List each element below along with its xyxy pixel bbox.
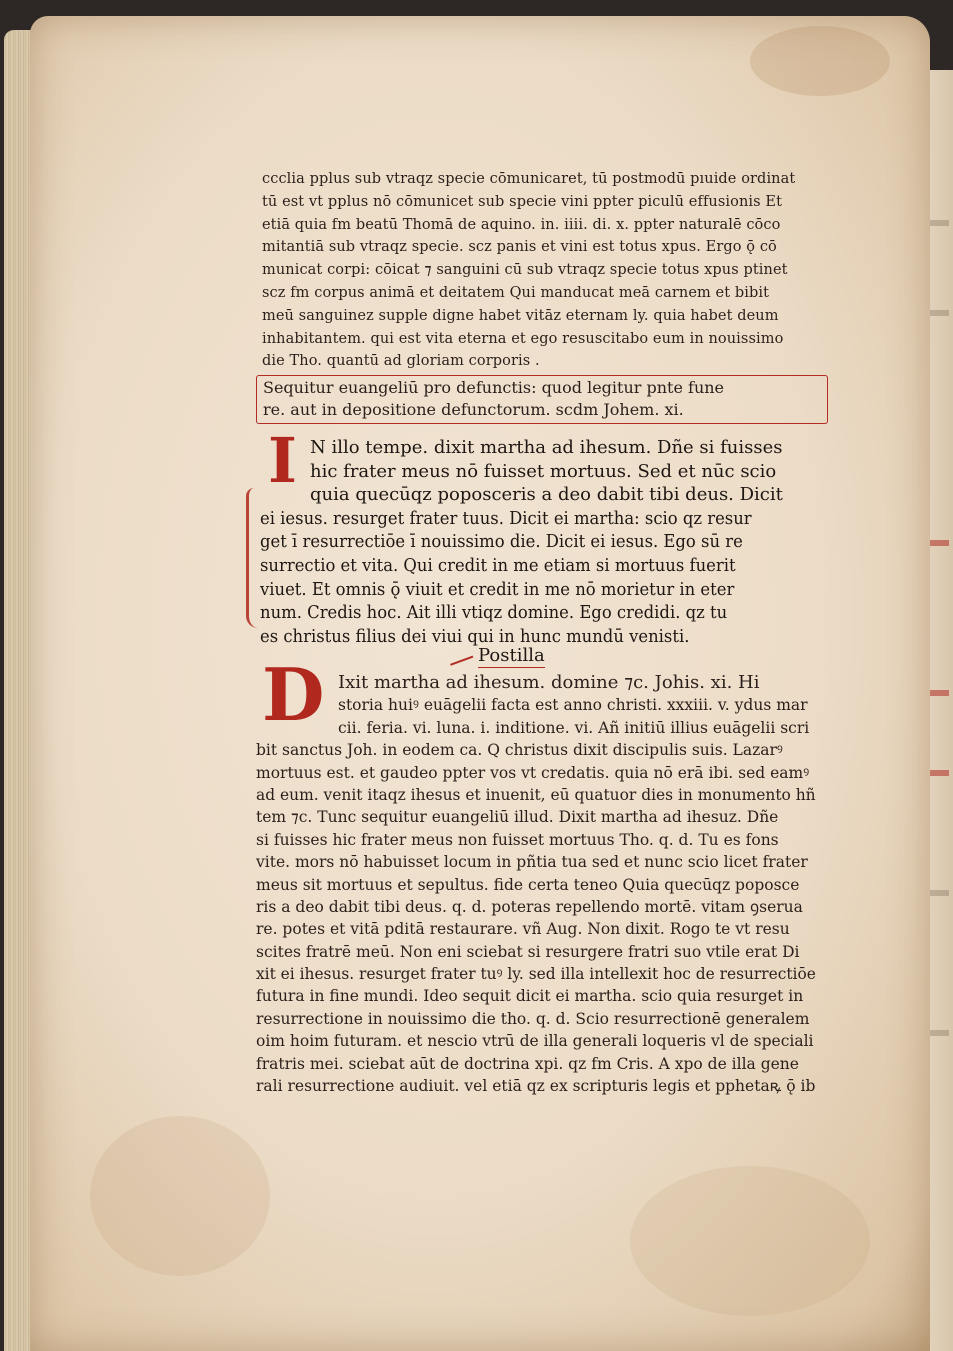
commentary-line: ad eum. venit itaqz ihesus et inuenit, eū quatuor dies in monumento hñ (256, 785, 816, 804)
text-line: scz fm corpus animā et deitatem Qui manducat meā carnem et bibit (262, 284, 770, 301)
postilla-label: Postilla (478, 645, 545, 666)
commentary-line: si fuisses hic frater meus non fuisset mortuus Tho. q. d. Tu es fons (256, 830, 779, 849)
stain (90, 1116, 270, 1276)
commentary-line: vite. mors nō habuisset locum in pñtia tua sed et nunc scio licet frater (256, 853, 808, 872)
text-line: die Tho. quantū ad gloriam corporis . (262, 353, 540, 370)
top-text-block (262, 168, 822, 373)
gospel-line: N illo tempe. dixit martha ad ihesum. Dñe si fuisses (310, 437, 783, 458)
text-line: municat corpi: cōicat ⁊ sanguini cū sub vtraqz specie totus xpus ptinet (262, 262, 788, 279)
stain (630, 1166, 870, 1316)
commentary-line: re. potes et vitā pditā restaurare. vñ Aug. Non dixit. Rogo te vt resu (256, 920, 790, 939)
commentary-line: Ixit martha ad ihesum. domine ⁊c. Johis. xi. Hi (338, 672, 760, 693)
commentary-line: cii. feria. vi. luna. i. inditione. vi. Añ initiū illius euāgelii scri (338, 718, 810, 737)
commentary-line: meus sit mortuus et sepultus. fide certa teneo Quia quecūqz poposce (256, 875, 800, 894)
gospel-line: viuet. Et omnis ǭ viuit et credit in me nō morietur in eter (260, 578, 735, 600)
text-line: meū sanguinez supple digne habet vitāz eternam ly. quia habet deum (262, 307, 779, 324)
text-line: tū est vt pplus nō cōmunicet sub specie vini ppter piculū effusionis Et (262, 193, 782, 210)
gospel-text (260, 436, 830, 648)
initial-letter-d: D (262, 652, 325, 737)
text-line: ccclia pplus sub vtraqz specie cōmunicaret, tū postmodū pıuide ordinat (262, 171, 796, 187)
commentary-line: tem ⁊c. Tunc sequitur euangeliū illud. Dixit martha ad ihesuz. Dñe (256, 808, 779, 827)
commentary-line: ris a deo dabit tibi deus. q. d. poteras repellendo mortē. vitam ꝯserua (256, 897, 803, 916)
gospel-line: num. Credis hoc. Ait illi vtiqz domine. Ego credidi. qz tu (260, 602, 728, 624)
text-line: inhabitantem. qui est vita eterna et ego resuscitabo eum in nouissimo (262, 330, 784, 347)
text-line: etiā quia fm beatū Thomā de aquino. in. iiii. di. x. ppter naturalē cōco (262, 216, 781, 233)
commentary-line: resurrectione in nouissimo die tho. q. d. Scio resurrectionē generalem (256, 1009, 810, 1028)
text-line: mitantiā sub vtraqz specie. scz panis et vini est totus xpus. Ergo ǭ cō (262, 239, 777, 256)
gospel-line: ei iesus. resurget frater tuus. Dicit ei martha: scio qz resur (260, 507, 752, 529)
commentary-line: scites fratrē meū. Non eni sciebat si resurgere fratri suo vtile erat Di (256, 942, 800, 961)
commentary-line: xit ei ihesus. resurget frater tuꝰ ly. sed illa intellexit hoc de resurrectiōe (256, 965, 816, 984)
heading-line: Sequitur euangeliū pro defunctis: quod legitur pnte fune (263, 378, 725, 397)
heading-line: re. aut in depositione defunctorum. scdm Johem. xi. (263, 400, 684, 419)
gospel-line: es christus filius dei viui qui in hunc mundū venisti. (260, 625, 690, 647)
commentary-text (256, 672, 816, 1097)
commentary-line: mortuus est. et gaudeo ppter vos vt credatis. quia nō erā ibi. sed eamꝰ (256, 763, 810, 782)
commentary-line: bit sanctus Joh. in eodem ca. Q christus dixit discipulis suis. Lazarꝰ (256, 741, 783, 760)
gospel-line: get ī resurrectiōe ī nouissimo die. Dicit ei iesus. Ego sū re (260, 531, 743, 553)
commentary-line: fratris mei. sciebat aūt de doctrina xpi. qz fm Cris. A xpo de illa gene (256, 1054, 799, 1073)
commentary-line: storia huiꝰ euāgelii facta est anno christi. xxxiii. v. ydus mar (338, 696, 808, 715)
gospel-line: surrectio et vita. Qui credit in me etiam si mortuus fuerit (260, 554, 736, 576)
commentary-line: rali resurrectione audiuit. vel etiā qz ex scripturis legis et pphetaꝶ ǭ ib (256, 1077, 816, 1096)
commentary-line: futura in fine mundi. Ideo sequit dicit ei martha. scio quia resurget in (256, 987, 804, 1006)
initial-letter-i: I (268, 424, 298, 497)
gospel-line: quia quecūqz poposceris a deo dabit tibi deus. Dicit (310, 484, 783, 506)
commentary-line: oim hoim futuram. et nescio vtrū de illa generali loqueris vl de speciali (256, 1032, 814, 1051)
stain (750, 26, 890, 96)
section-heading (256, 375, 828, 424)
gospel-line: hic frater meus nō fuisset mortuus. Sed et nūc scio (310, 460, 777, 482)
